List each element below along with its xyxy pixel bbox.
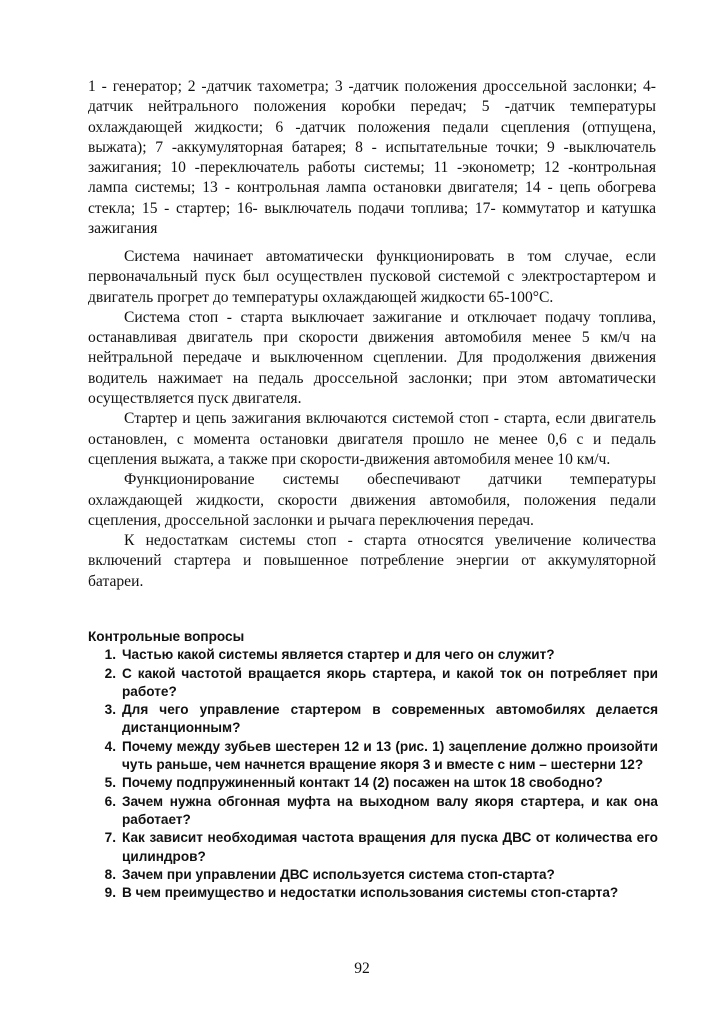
question-number: 9. xyxy=(104,885,116,901)
questions-list xyxy=(88,646,658,902)
question-number: 3. xyxy=(104,702,116,718)
question-item xyxy=(88,774,658,792)
question-text: Почему подпружиненный контакт 14 (2) посажен на шток 18 свободно? xyxy=(122,775,603,791)
question-text: Как зависит необходимая частота вращения для пуска ДВС от количества его цилиндров? xyxy=(122,830,658,864)
questions-heading: Контрольные вопросы xyxy=(88,629,245,644)
question-text: С какой частотой вращается якорь стартера, и какой ток он потребляет при работе? xyxy=(122,665,658,699)
control-questions xyxy=(88,628,658,902)
question-item xyxy=(88,866,658,884)
question-item xyxy=(88,884,658,902)
question-item xyxy=(88,701,658,738)
question-number: 2. xyxy=(104,665,116,681)
paragraph: Стартер и цепь зажигания включаются системой стоп - старта, если двигатель остановлен, с момента остановки двигателя прошло не менее 0,6 с и педаль сцепления выжата, а также при скорости-движения автомобиля менее 10 км/ч. xyxy=(88,410,656,468)
question-text: Зачем нужна обгонная муфта на выходном валу якоря стартера, и как она работает? xyxy=(122,793,658,827)
paragraph: К недостаткам системы стоп - старта относятся увеличение количества включений стартера и повышенное потребление энергии от аккумуляторной батареи. xyxy=(88,532,656,590)
question-text: В чем преимущество и недостатки использования системы стоп-старта? xyxy=(122,885,619,901)
page-number: 92 xyxy=(354,960,370,977)
paragraph: Система стоп - старта выключает зажигание и отключает подачу топлива, останавливая двигатель при скорости движения автомобиля менее 5 км/ч на нейтральной передаче и выключенном сцеплении. Для продолжения движения водитель нажимает на педаль дроссельной заслонки; при этом автоматически осуществляется пуск двигателя. xyxy=(88,308,656,408)
question-number: 7. xyxy=(104,830,116,846)
question-number: 8. xyxy=(104,866,116,882)
paragraph: Система начинает автоматически функционировать в том случае, если первоначальный пуск был осуществлен пусковой системой с электростартером и двигатель прогрет до температуры охлаждающей жидкости 65-100°С. xyxy=(88,248,656,306)
question-item xyxy=(88,665,658,702)
body-text xyxy=(88,247,656,592)
question-item xyxy=(88,793,658,830)
question-number: 5. xyxy=(104,775,116,791)
question-text: Частью какой системы является стартер и для чего он служит? xyxy=(122,647,555,663)
question-number: 6. xyxy=(104,793,116,809)
question-item xyxy=(88,646,658,664)
question-text: Почему между зубьев шестерен 12 и 13 (рис. 1) зацепление должно произойти чуть раньше, чем начнется вращение якоря 3 и вместе с ним – шестерни 12? xyxy=(122,738,658,773)
question-text: Зачем при управлении ДВС используется система стоп-старта? xyxy=(122,866,555,882)
paragraph: Функционирование системы обеспечивают датчики температуры охлаждающей жидкости, скорости движения автомобиля, положения педали сцепления, дроссельной заслонки и рычага переключения передач. xyxy=(88,471,656,529)
question-number: 4. xyxy=(104,738,116,754)
figure-legend: 1 - генератор; 2 -датчик тахометра; 3 -датчик положения дроссельной заслонки; 4-датчик нейтрального положения коробки передач; 5 -датчик температуры охлаждающей жидкости; 6 -датчик положения педали сцепления (отпущена, выжата); 7 -аккумуляторная батарея; 8 - испытательные точки; 9 -выключатель зажигания; 10 -переключатель работы системы; 11 -эконометр; 12 -контрольная лампа системы; 13 - контрольная лампа остановки двигателя; 14 - цепь обогрева стекла; 15 - стартер; 16- выключатель подачи топлива; 17- коммутатор и катушка зажигания xyxy=(88,78,656,238)
question-text: Для чего управление стартером в современных автомобилях делается дистанционным? xyxy=(122,702,658,736)
question-number: 1. xyxy=(104,647,116,663)
question-item xyxy=(88,829,658,866)
question-item xyxy=(88,738,658,775)
